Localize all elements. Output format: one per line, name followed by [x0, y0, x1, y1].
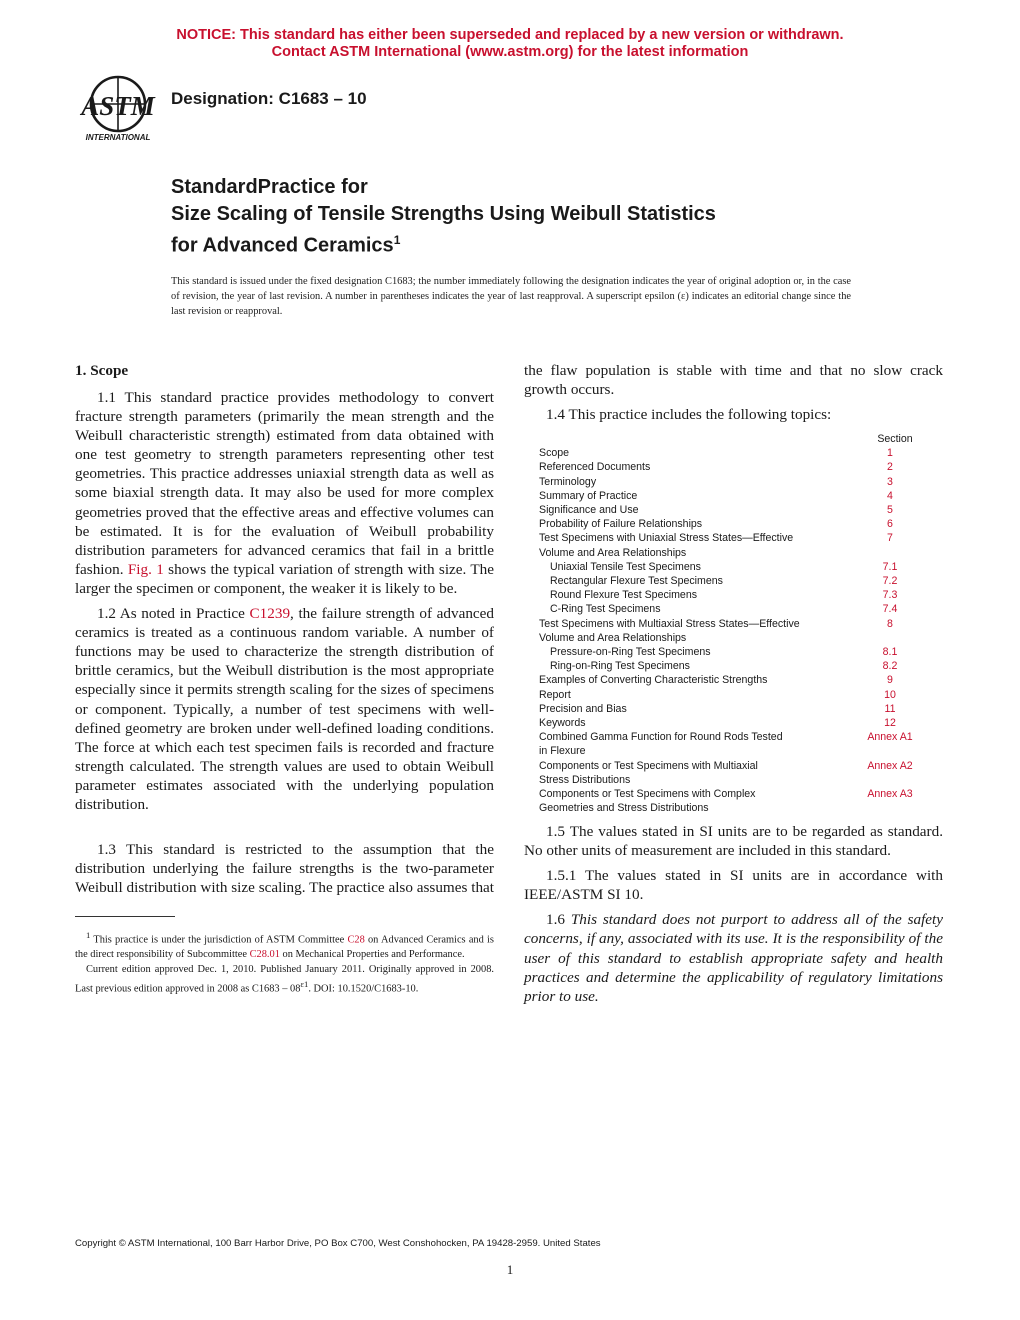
topic-title: Volume and Area Relationships — [539, 546, 687, 559]
topic-section-link[interactable]: 10 — [884, 688, 896, 701]
astm-logo — [76, 74, 160, 144]
topics-table-row — [539, 744, 925, 758]
topics-table-row — [539, 645, 925, 659]
topic-section-link[interactable]: 2 — [887, 461, 893, 474]
topic-section-link[interactable]: 7.4 — [882, 603, 898, 616]
topics-table-row — [539, 631, 925, 645]
topics-table-body — [539, 446, 925, 815]
topic-section-link[interactable]: Annex A1 — [867, 731, 913, 744]
topics-table-row — [539, 517, 925, 531]
topic-section-link[interactable]: Annex A2 — [867, 759, 913, 772]
paragraph-1-6-number: 1.6 — [546, 911, 571, 929]
topics-table-row — [539, 531, 925, 545]
topic-section-link[interactable]: 12 — [884, 717, 896, 730]
topic-title: Summary of Practice — [539, 489, 638, 502]
paragraph-1-1 — [75, 388, 494, 598]
paragraph-1-2-text-a: 1.2 As noted in Practice — [97, 605, 250, 623]
topic-section-link[interactable]: 7 — [887, 532, 893, 545]
topic-section-link[interactable]: 8.2 — [882, 660, 898, 673]
footnote-2-superscript: ε1 — [300, 979, 309, 990]
footnote-2-text-b: . DOI: 10.1520/C1683-10. — [308, 983, 419, 995]
page-number: 1 — [506, 1262, 514, 1277]
footnote-1-text-a: This practice is under the jurisdiction of ASTM Committee — [90, 934, 348, 946]
topics-table-row — [539, 460, 925, 474]
paragraph-1-1-text-b: shows the typical variation of strength with size. The larger the specimen or component, the weaker it is likely to be. — [75, 560, 494, 597]
footnote-1-mark: 1 — [86, 930, 91, 940]
title-line-1: StandardPractice for — [171, 176, 368, 198]
paragraph-1-2 — [75, 604, 494, 814]
topics-table-row — [539, 787, 925, 801]
paragraph-1-3: 1.3 This standard is restricted to the assumption that the distribution underlying the failure strengths is the two-parameter Weibull distribution with size scaling. The practice also assumes that — [75, 841, 494, 897]
designation: Designation: C1683 – 10 — [171, 89, 367, 108]
topic-title: Precision and Bias — [539, 702, 627, 715]
topics-table-header — [539, 432, 925, 446]
topics-table-row — [539, 602, 925, 616]
topic-section-link[interactable]: 8.1 — [882, 646, 898, 659]
topics-table-row — [539, 489, 925, 503]
topic-section-link[interactable]: 3 — [887, 475, 893, 488]
right-column-top — [524, 361, 943, 430]
topics-table — [539, 432, 925, 815]
topics-table-row — [539, 688, 925, 702]
paragraph-1-1-text-a: 1.1 This standard practice provides methodology to convert fracture strength parameters (primarily the mean strength and the Weibull characteristic strength) estimated from data obtained with one test geometry to strength parameters representing other test geometries. This practice addresses uniaxial strength data as well as some biaxial strength data. It may also be used for more complex geometries proved that the effective areas and effective volumes can be estimated. It is for the evaluation of Weibull probability distribution parameters for advanced ceramics that fail in a brittle fashion. — [75, 389, 494, 578]
topics-table-row — [539, 730, 925, 744]
topic-title: Referenced Documents — [539, 461, 651, 474]
paragraph-1-2-text-b: , the failure strength of advanced ceramics is treated as a continuous random variable. A number of functions may be used to characterize the strength distribution of brittle ceramics, but the Weibull distribution is the most appropriate especially since it permits strength scaling for the sizes of specimens or component. Typically, a number of test specimens with well-defined geometry are broken under well-defined loading conditions. The force at which each test specimen fails is recorded and fracture strength calculated. The strength values are used to obtain Weibull parameter estimates associated with the underlying population distribution. — [75, 605, 494, 813]
topics-table-row — [539, 475, 925, 489]
paragraph-1-3-continuation — [524, 361, 943, 399]
c28-01-link[interactable]: C28.01 — [249, 949, 280, 961]
topic-section-link[interactable]: 4 — [887, 489, 893, 502]
topics-table-row — [539, 546, 925, 560]
topics-table-row — [539, 659, 925, 673]
topic-title: Probability of Failure Relationships — [539, 518, 703, 531]
topic-title: Terminology — [539, 475, 597, 488]
paragraph-1-6-text: This standard does not purport to address all of the safety concerns, if any, associated with its use. It is the responsibility of the user of this standard to establish appropriate safety and health practices and determine the applicability of regulatory limitations prior to use. — [524, 911, 943, 1005]
notice-banner — [0, 27, 1020, 61]
topic-section-link[interactable]: 1 — [887, 447, 893, 460]
topic-title: Ring-on-Ring Test Specimens — [550, 660, 690, 673]
topic-title: Components or Test Specimens with Complex — [539, 788, 756, 801]
topic-section-link[interactable]: 7.1 — [882, 560, 898, 573]
topic-title: Scope — [539, 447, 570, 460]
topics-table-row — [539, 716, 925, 730]
topic-title: Test Specimens with Multiaxial Stress States—Effective — [539, 617, 800, 630]
title-line-3: for Advanced Ceramics — [171, 234, 394, 257]
topic-section-link — [855, 744, 925, 758]
footnote-divider — [75, 916, 175, 917]
topics-table-row — [539, 560, 925, 574]
fig-1-link[interactable]: Fig. 1 — [127, 560, 164, 578]
topic-title: Round Flexure Test Specimens — [550, 589, 698, 602]
notice-line-2: Contact ASTM International (www.astm.org) for the latest information — [271, 44, 749, 60]
paragraph-1-4: 1.4 This practice includes the following topics: — [546, 406, 832, 423]
topic-section-link — [855, 631, 925, 645]
copyright-line: Copyright © ASTM International, 100 Barr Harbor Drive, PO Box C700, West Conshohocken, PA 19428-2959. United States — [75, 1238, 601, 1249]
topic-section-link — [855, 773, 925, 787]
topic-title: Significance and Use — [539, 504, 639, 517]
topics-table-row — [539, 759, 925, 773]
topic-section-link[interactable]: 11 — [884, 702, 896, 715]
topic-section-link[interactable]: 7.3 — [882, 589, 898, 602]
topic-title: Examples of Converting Characteristic Strengths — [539, 674, 768, 687]
topic-title: Geometries and Stress Distributions — [539, 802, 709, 815]
topic-section-link — [855, 546, 925, 560]
logo-letters: ASTM — [81, 91, 155, 121]
topics-table-row — [539, 773, 925, 787]
topic-section-link — [855, 801, 925, 815]
topic-title: Rectangular Flexure Test Specimens — [550, 575, 723, 588]
topic-title: Combined Gamma Function for Round Rods Tested — [539, 731, 783, 744]
section-heading-scope: 1. Scope — [75, 362, 129, 379]
topic-section-link[interactable]: 7.2 — [882, 575, 898, 588]
topic-title: Pressure-on-Ring Test Specimens — [550, 646, 711, 659]
topic-section-link[interactable]: 6 — [887, 518, 893, 531]
topic-title: Volume and Area Relationships — [539, 631, 687, 644]
footnote-1 — [75, 928, 494, 963]
topic-title: in Flexure — [539, 745, 586, 758]
footnotes — [75, 928, 494, 997]
title-line-2: Size Scaling of Tensile Strengths Using Weibull Statistics — [171, 202, 716, 225]
topic-title: Uniaxial Tensile Test Specimens — [550, 560, 701, 573]
astm-logo-graphic — [76, 74, 160, 144]
topics-table-row — [539, 801, 925, 815]
topic-title: Report — [539, 688, 571, 701]
topic-section-link[interactable]: 9 — [887, 674, 893, 687]
c28-link[interactable]: C28 — [347, 934, 365, 946]
topics-table-row — [539, 503, 925, 517]
document-title — [171, 174, 716, 259]
notice-line-1: NOTICE: This standard has either been superseded and replaced by a new version or withdrawn. — [176, 27, 844, 43]
topics-table-row — [539, 446, 925, 460]
title-footnote-mark: 1 — [393, 233, 401, 247]
topic-section-link[interactable]: 5 — [887, 504, 893, 517]
paragraph-1-3-cont-text: the flaw population is stable with time and that no slow crack growth occurs. — [524, 362, 943, 399]
topic-title: Test Specimens with Uniaxial Stress States—Effective — [539, 532, 794, 545]
topic-section-link[interactable]: Annex A3 — [867, 788, 913, 801]
issue-note: This standard is issued under the fixed designation C1683; the number immediately following the designation indicates the year of original adoption or, in the case of revision, the year of last revision. A number in parentheses indicates the year of last reapproval. A superscript epsilon (ε) indicates an editorial change since the last revision or reapproval. — [171, 276, 851, 317]
c1239-link[interactable]: C1239 — [249, 605, 291, 623]
topic-section-link[interactable]: 8 — [887, 617, 893, 630]
topic-title: C-Ring Test Specimens — [550, 603, 661, 616]
topic-title: Stress Distributions — [539, 773, 631, 786]
section-header: Section — [877, 433, 913, 445]
topics-table-row — [539, 588, 925, 602]
paragraph-1-3-part-a — [75, 840, 494, 898]
topics-table-row — [539, 673, 925, 687]
left-column — [75, 361, 494, 820]
topics-table-row — [539, 702, 925, 716]
footnote-2 — [75, 963, 494, 998]
logo-subtext: INTERNATIONAL — [85, 133, 151, 142]
topics-table-row — [539, 617, 925, 631]
footnote-1-text-b: on Advanced Ceramics and is the direct responsibility of Subcommittee — [75, 934, 494, 961]
footnote-1-text-c: on Mechanical Properties and Performance. — [279, 949, 465, 961]
paragraph-1-6 — [524, 910, 943, 1005]
topics-table-row — [539, 574, 925, 588]
footnote-2-text-a: Current edition approved Dec. 1, 2010. Published January 2011. Originally approved in 2008. Last previous edition approved in 2008 as C1683 – 08 — [75, 963, 494, 995]
topic-title: Components or Test Specimens with Multiaxial — [539, 759, 758, 772]
paragraph-1-5: 1.5 The values stated in SI units are to be regarded as standard. No other units of measurement are included in this standard. — [524, 823, 943, 860]
paragraph-1-5-1: 1.5.1 The values stated in SI units are in accordance with IEEE/ASTM SI 10. — [524, 867, 943, 904]
topic-title: Keywords — [539, 717, 586, 730]
right-column-bottom — [524, 822, 943, 1012]
